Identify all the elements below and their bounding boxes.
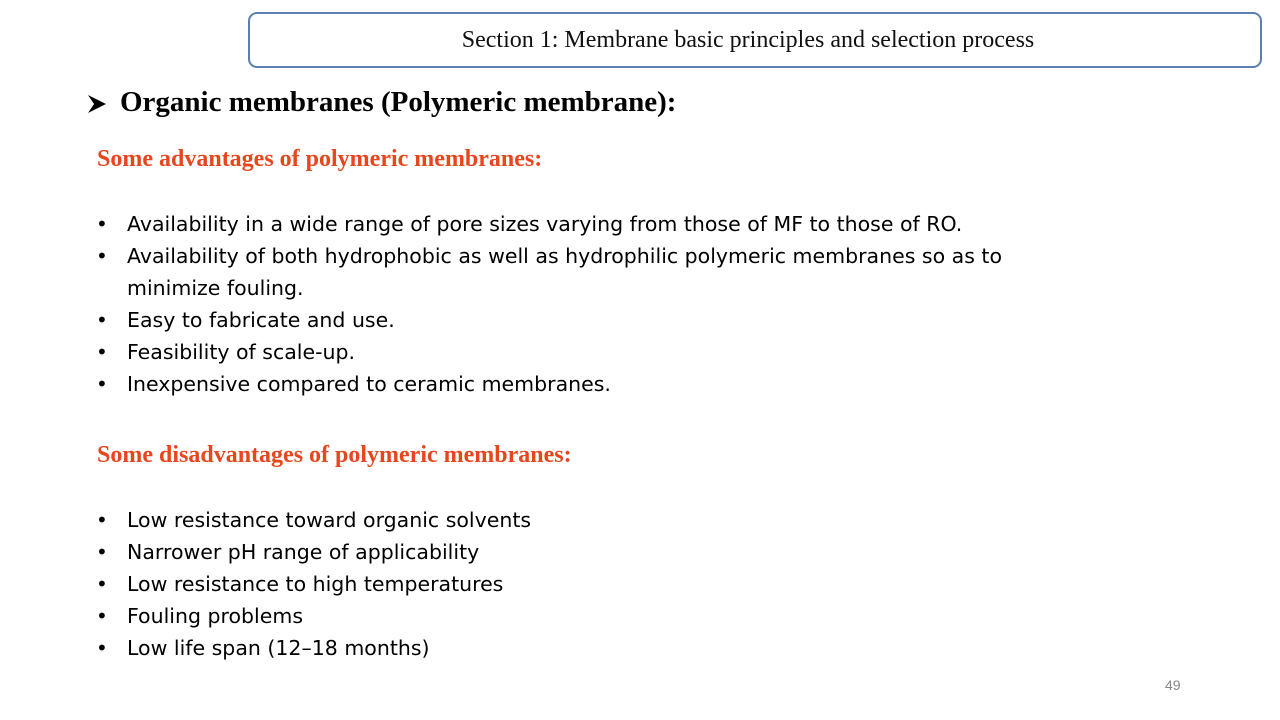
list-item: • Inexpensive compared to ceramic membranes. [96,368,1036,400]
section-title-box [248,12,1262,68]
bullet-icon: • [96,212,108,236]
arrowhead-bullet-icon [86,93,108,115]
list-item: • Easy to fabricate and use. [96,304,1036,336]
section-title: Section 1: Membrane basic principles and selection process [461,26,1035,53]
list-item: • Feasibility of scale-up. [96,336,1036,368]
list-item: • Availability in a wide range of pore sizes varying from those of MF to those of RO. [96,208,1036,240]
slide-heading [86,86,676,119]
bullet-icon: • [96,308,108,332]
page-number: 49 [1165,677,1181,693]
disadvantages-list [96,504,1036,664]
bullet-icon: • [96,372,108,396]
slide-heading-text: Organic membranes (Polymeric membrane): [120,86,677,118]
bullet-icon: • [96,508,108,532]
list-item: • Availability of both hydrophobic as well as hydrophilic polymeric membranes so as to minimize fouling. [96,240,1036,304]
advantages-title: Some advantages of polymeric membranes: [97,146,543,172]
bullet-icon: • [96,604,108,628]
bullet-icon: • [96,636,108,660]
list-item: • Fouling problems [96,600,1036,632]
list-item: • Low resistance toward organic solvents [96,504,1036,536]
disadvantages-title: Some disadvantages of polymeric membranes: [97,442,572,468]
bullet-icon: • [96,572,108,596]
list-item: • Low life span (12–18 months) [96,632,1036,664]
bullet-icon: • [96,340,108,364]
bullet-icon: • [96,540,108,564]
list-item: • Narrower pH range of applicability [96,536,1036,568]
advantages-list [96,208,1036,400]
list-item: • Low resistance to high temperatures [96,568,1036,600]
bullet-icon: • [96,244,108,268]
